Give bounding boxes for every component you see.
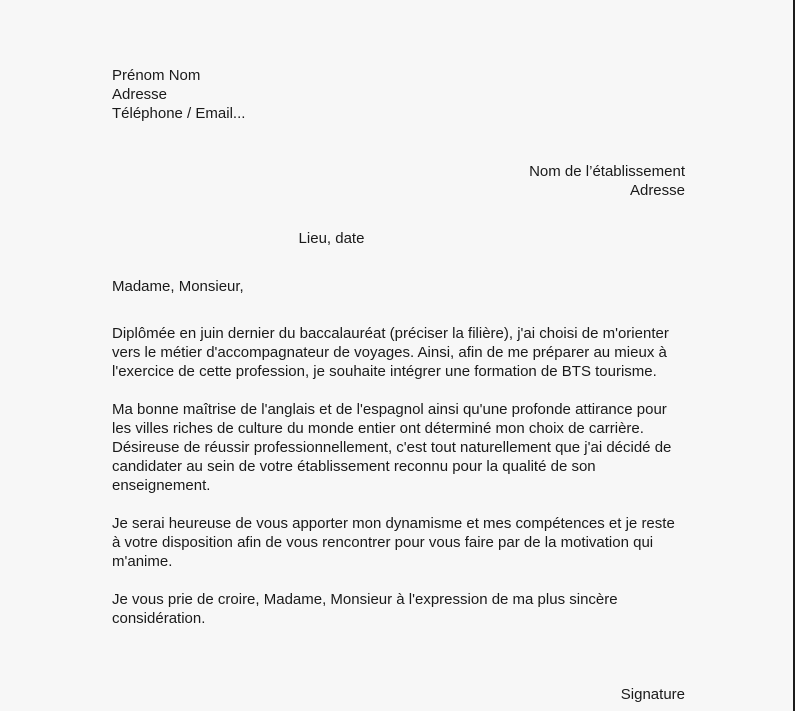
sender-contact: Téléphone / Email... — [112, 105, 246, 122]
sender-address-block — [112, 66, 685, 123]
signature-label: Signature — [620, 686, 685, 703]
body-paragraph-2: Ma bonne maîtrise de l'anglais et de l'espagnol ainsi qu'une profonde attirance pour les villes riches de culture du monde entier ont déterminé mon choix de carrière. Désireuse de réussir professionnellement, c'est tout naturellement que j'ai décidé de candidater au sein de votre établissement reconnu pour la qualité de son enseignement. — [112, 401, 672, 494]
body-paragraph-3: Je serai heureuse de vous apporter mon dynamisme et mes compétences et je reste à votre disposition afin de vous rencontrer pour vous faire par de la motivation qui m'anime. — [112, 515, 675, 570]
recipient-organization: Nom de l’établissement — [529, 163, 685, 180]
recipient-address: Adresse — [629, 182, 685, 199]
body-paragraph-1: Diplômée en juin dernier du baccalauréat (préciser la filière), j'ai choisi de m'orienter vers le métier d'accompagnateur de voyages. Ainsi, afin de me préparer au mieux à l'exercice de cette profession, je souhaite intégrer une formation de BTS tourisme. — [112, 325, 669, 380]
place-and-date: Lieu, date — [298, 230, 365, 247]
closing-paragraph: Je vous prie de croire, Madame, Monsieur à l'expression de ma plus sincère considération. — [112, 591, 618, 627]
recipient-address-block — [112, 162, 685, 200]
salutation: Madame, Monsieur, — [112, 278, 244, 295]
letter-content — [112, 66, 685, 704]
sender-address: Adresse — [112, 86, 168, 103]
signature-block — [112, 685, 685, 704]
sender-name: Prénom Nom — [112, 67, 201, 84]
